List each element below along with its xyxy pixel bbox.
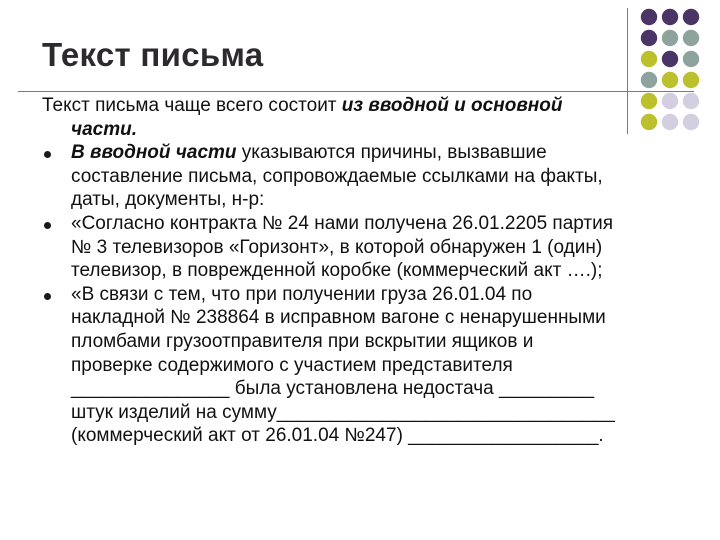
intro-line-1 — [42, 94, 706, 118]
intro-line-2 — [42, 118, 706, 142]
bullet-dot — [44, 151, 51, 158]
intro-emphasis: из вводной и основной — [341, 95, 563, 116]
slide-title: Текст письма — [42, 36, 264, 73]
bullet-item-intro-part — [42, 141, 706, 165]
bullet-text: указываются причины, вызвавшие — [236, 142, 547, 164]
intro-text: Текст письма чаще всего состоит — [42, 95, 342, 116]
bullet-continuation: даты, документы, н-р: — [71, 189, 265, 211]
decorative-dot — [662, 72, 678, 88]
decorative-dot — [641, 30, 657, 46]
decorative-dot — [662, 51, 678, 67]
intro-emphasis-continued: части. — [71, 118, 137, 140]
horizontal-divider-line — [18, 91, 694, 92]
bullet-continuation: № 3 телевизоров «Горизонт», в которой обнаружен 1 (один) — [71, 236, 603, 258]
letter-text-body — [42, 94, 706, 448]
decorative-dot — [683, 72, 699, 88]
bullet-emphasis: В вводной части — [71, 142, 237, 164]
bullet-continuation: (коммерческий акт от 26.01.04 №247) __________________. — [71, 425, 604, 447]
decorative-dot — [662, 30, 678, 46]
bullet-continuation: накладной № 238864 в исправном вагоне с ненарушенными — [71, 307, 606, 329]
bullet-continuation: проверке содержимого с участием представителя — [71, 354, 513, 376]
bullet-continuation: штук изделий на сумму________________________________ — [71, 401, 615, 423]
decorative-dot — [683, 9, 699, 25]
bullet-item-shortage-example — [42, 283, 706, 307]
bullet-dot — [44, 293, 51, 300]
bullet-continuation: составление письма, сопровождаемые ссылками на факты, — [71, 165, 603, 187]
decorative-dot — [641, 72, 657, 88]
decorative-dot — [662, 9, 678, 25]
bullet-text: «В связи с тем, что при получении груза 26.01.04 по — [71, 283, 533, 305]
bullet-continuation: телевизор, в поврежденной коробке (коммерческий акт ….); — [71, 260, 603, 282]
bullet-text: «Согласно контракта № 24 нами получена 26.01.2205 партия — [71, 212, 614, 234]
decorative-dot — [683, 51, 699, 67]
bullet-item-contract-example — [42, 212, 706, 236]
bullet-dot — [44, 222, 51, 229]
bullet-continuation: пломбами грузоотправителя при вскрытии ящиков и — [71, 330, 534, 352]
decorative-dot — [683, 30, 699, 46]
decorative-dot — [641, 51, 657, 67]
decorative-dot — [641, 9, 657, 25]
bullet-continuation: _______________ была установлена недостача _________ — [71, 378, 595, 400]
